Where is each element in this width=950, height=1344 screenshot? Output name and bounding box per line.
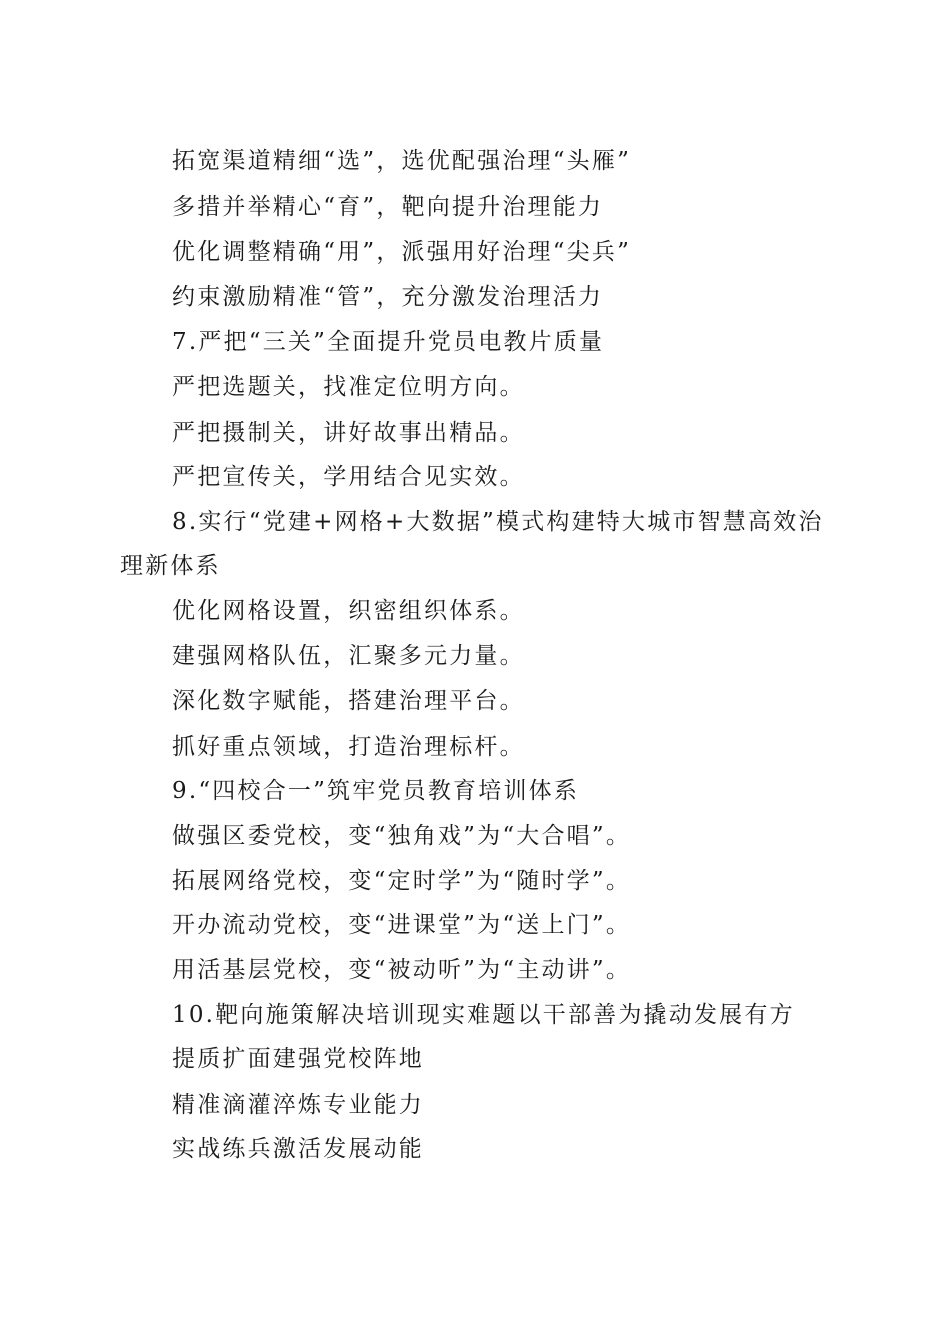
text-line: 建强网格队伍，汇聚多元力量。 [172, 643, 525, 669]
text-line: 精准滴灌淬炼专业能力 [172, 1092, 424, 1118]
section-heading-9: 9.“四校合一”筑牢党员教育培训体系 [172, 778, 580, 804]
text-line: 拓宽渠道精细“选”，选优配强治理“头雁” [172, 148, 632, 174]
text-line: 严把选题关，找准定位明方向。 [172, 374, 525, 400]
section-heading-7: 7.严把“三关”全面提升党员电教片质量 [172, 329, 605, 355]
text-line: 约束激励精准“管”，充分激发治理活力 [172, 284, 604, 310]
text-line: 优化调整精确“用”，派强用好治理“尖兵” [172, 239, 632, 265]
section-heading-10: 10.靶向施策解决培训现实难题以干部善为撬动发展有方 [172, 1002, 795, 1028]
text-line: 实战练兵激活发展动能 [172, 1136, 424, 1162]
text-line: 开办流动党校，变“进课堂”为“送上门”。 [172, 912, 632, 938]
text-line: 提质扩面建强党校阵地 [172, 1046, 424, 1072]
text-line: 抓好重点领域，打造治理标杆。 [172, 734, 525, 760]
text-line: 深化数字赋能，搭建治理平台。 [172, 688, 525, 714]
section-heading-8: 8.实行“党建+网格+大数据”模式构建特大城市智慧高效治理新体系 [120, 509, 824, 579]
text-line: 多措并举精心“育”，靶向提升治理能力 [172, 194, 604, 220]
text-line: 优化网格设置，织密组织体系。 [172, 598, 525, 624]
text-line: 做强区委党校，变“独角戏”为“大合唱”。 [172, 823, 632, 849]
text-line: 严把宣传关，学用结合见实效。 [172, 464, 525, 490]
text-line: 拓展网络党校，变“定时学”为“随时学”。 [172, 868, 632, 894]
text-line: 用活基层党校，变“被动听”为“主动讲”。 [172, 957, 632, 983]
text-line: 严把摄制关，讲好故事出精品。 [172, 420, 525, 446]
